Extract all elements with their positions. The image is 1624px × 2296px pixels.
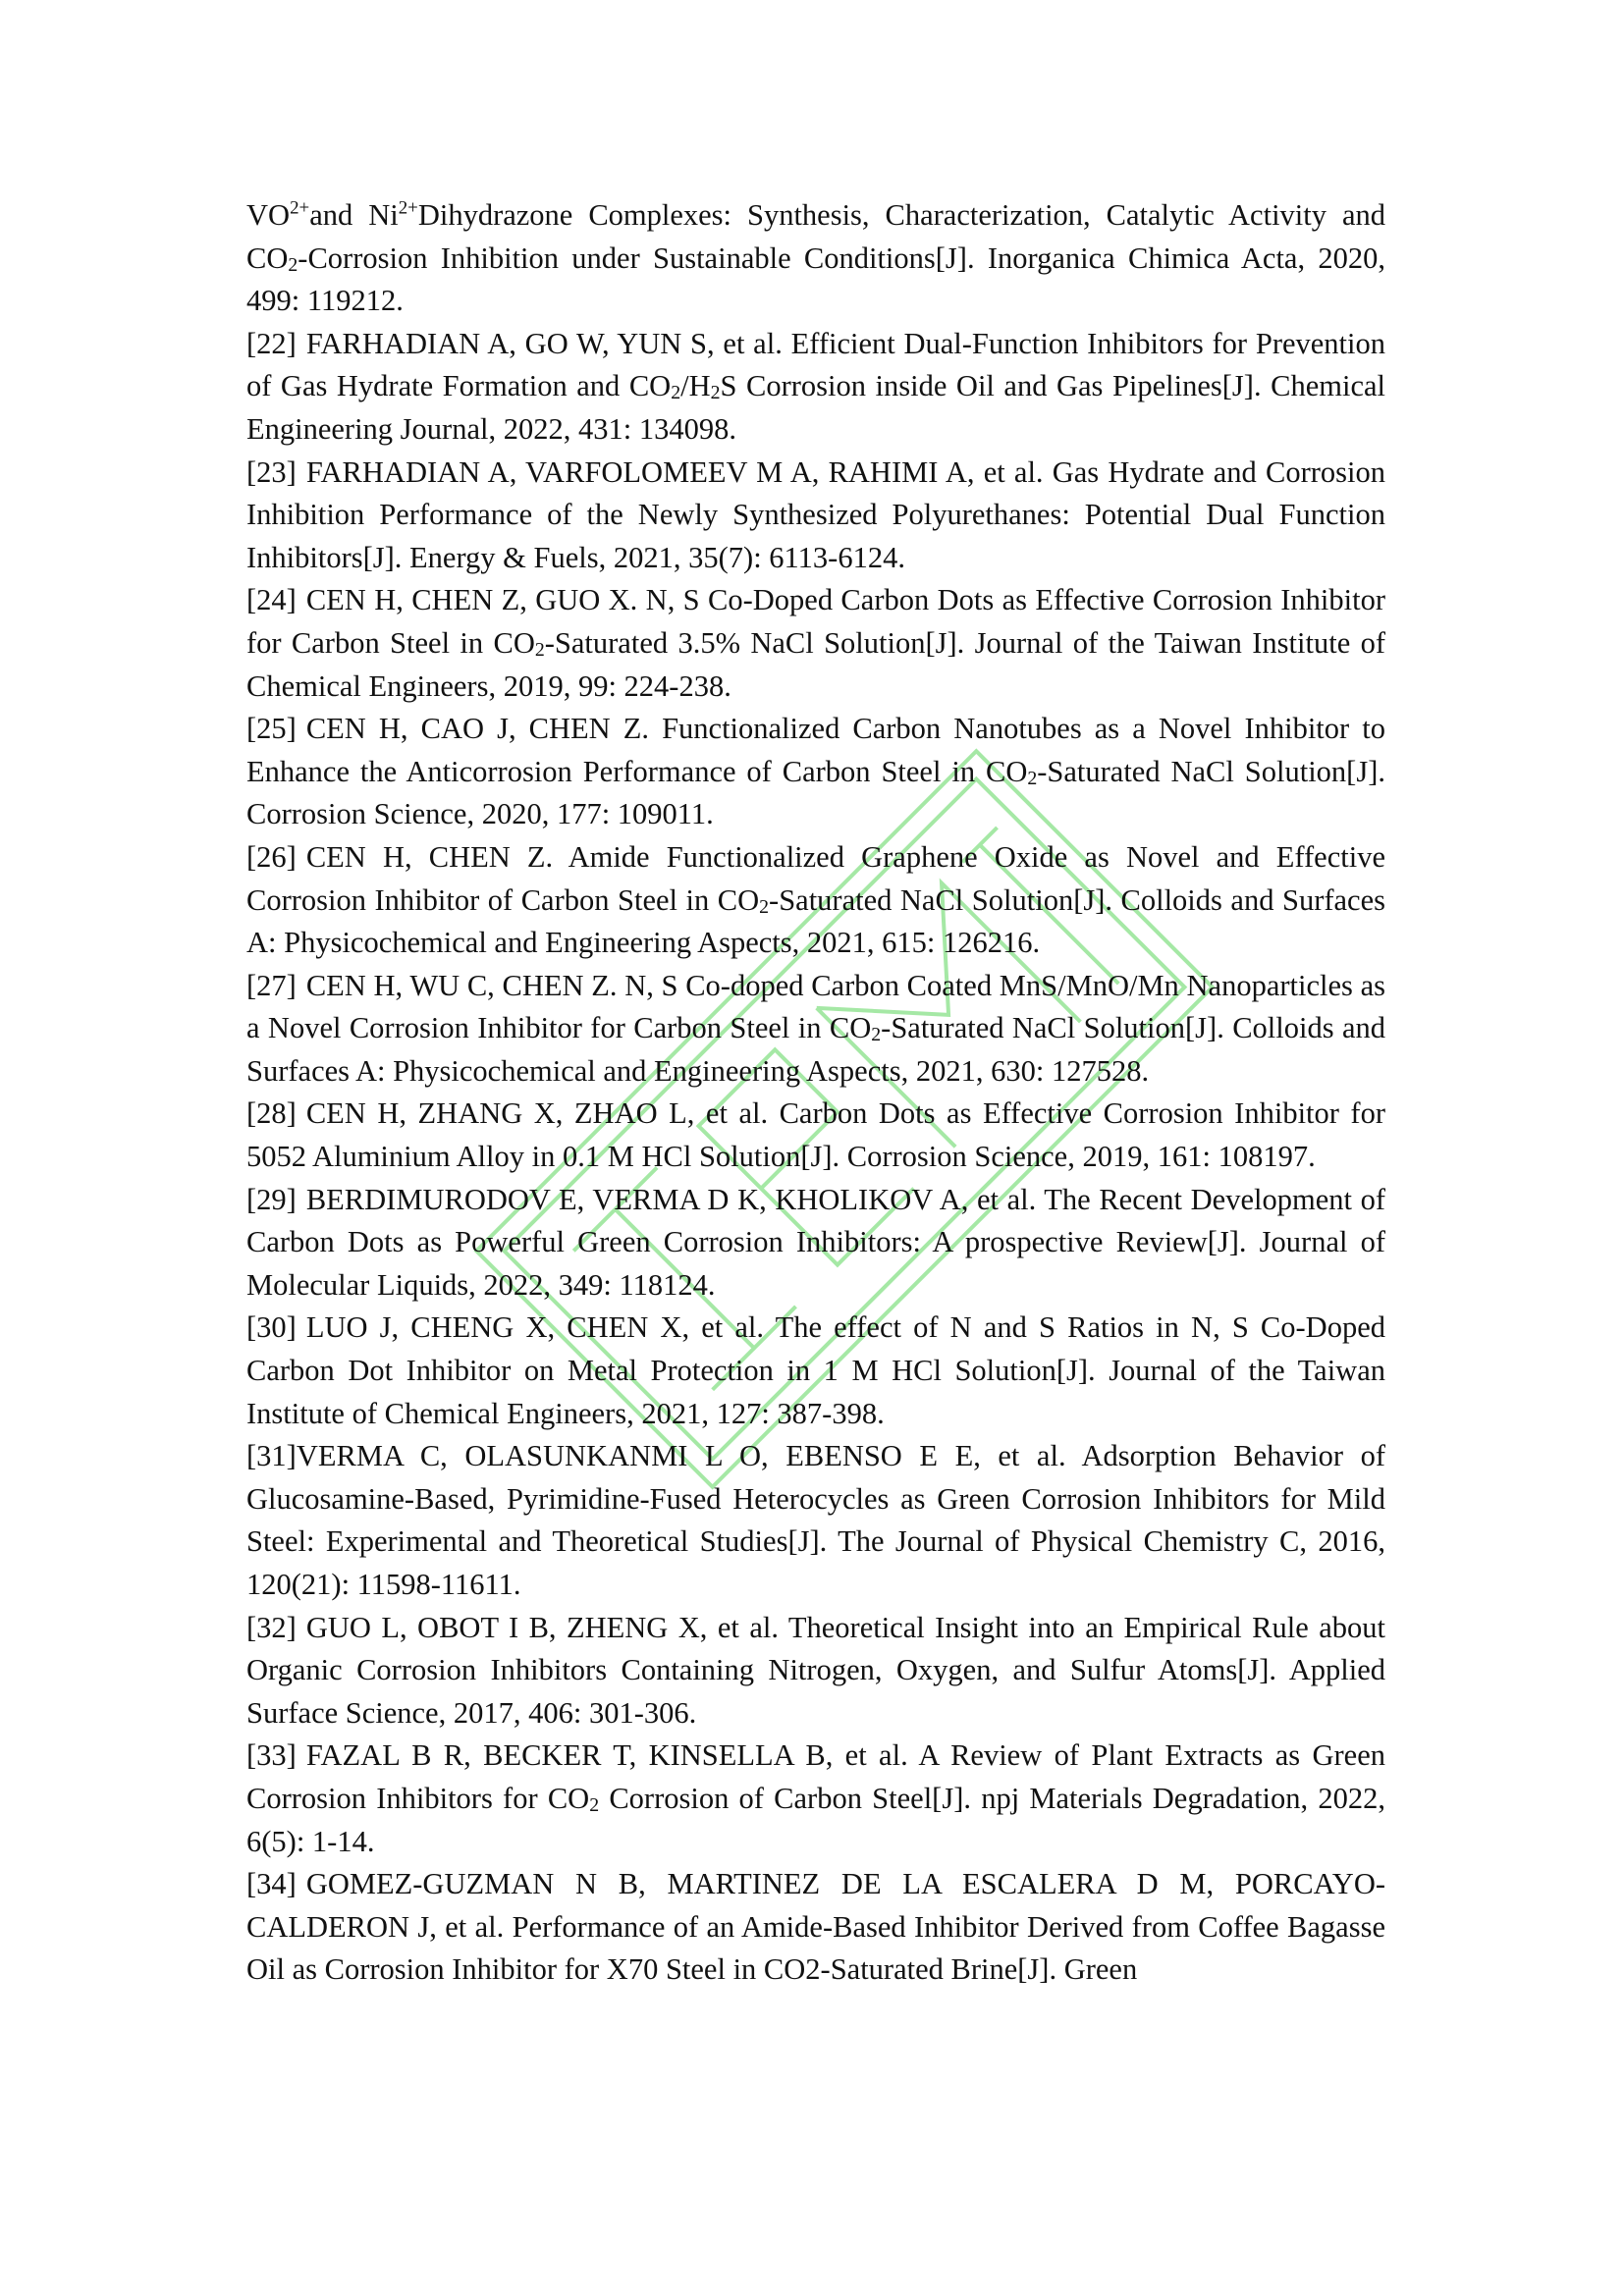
reference-text: GUO L, OBOT I B, ZHENG X, et al. Theoretical Insight into an Empirical Rule about Organic Corrosion Inhibitors Containing Nitrogen, Oxygen, and Sulfur Atoms[J]. Applied Surface Science, 2017, 406: 301-306. [246,1610,1385,1730]
reference-text: Corrosion of Carbon Steel[J]. npj Materials Degradation, 2022, 6(5): 1-14. [246,1781,1385,1858]
reference-continuation [246,194,1385,323]
reference-number: [33] [246,1738,297,1773]
reference-text: FARHADIAN A, VARFOLOMEEV M A, RAHIMI A, et al. Gas Hydrate and Corrosion Inhibition Performance of the Newly Synthesized Polyurethanes: Potential Dual Function Inhibitors[J]. Energy & Fuels, 2021, 35(7): 6113-6124. [246,454,1385,574]
superscript: 2+ [398,197,418,219]
reference-entry [246,1093,1385,1178]
reference-text: VO [246,198,291,232]
reference-number: [26] [246,839,297,874]
reference-text: FARHADIAN A, GO W, YUN S, et al. Efficient Dual-Function Inhibitors for Prevention of Gas Hydrate Formation and CO [246,326,1385,403]
reference-text: /H [680,369,711,403]
reference-number: [22] [246,326,297,360]
subscript: 2 [710,382,721,404]
reference-number: [28] [246,1096,297,1131]
subscript: 2 [671,382,681,404]
reference-entry [246,1435,1385,1606]
reference-number: [30] [246,1310,297,1345]
reference-text: CEN H, CAO J, CHEN Z. Functionalized Carbon Nanotubes as a Novel Inhibitor to Enhance the Anticorrosion Performance of Carbon Steel in CO [246,712,1385,788]
superscript: 2+ [290,197,310,219]
subscript: 2 [871,1024,882,1046]
reference-entry [246,323,1385,452]
reference-number: [27] [246,968,297,1002]
reference-entry [246,579,1385,708]
subscript: 2 [534,638,545,661]
reference-number: [29] [246,1182,297,1216]
reference-text: -Saturated NaCl Solution[J]. Colloids and Surfaces A: Physicochemical and Engineering Aspects, 2021, 615: 126216. [246,882,1385,960]
reference-text: BERDIMURODOV E, VERMA D K, KHOLIKOV A, et al. The Recent Development of Carbon Dots as Powerful Green Corrosion Inhibitors: A prospective Review[J]. Journal of Molecular Liquids, 2022, 349: 118124. [246,1182,1385,1302]
subscript: 2 [1027,767,1038,789]
reference-entry [246,836,1385,965]
reference-text: -Corrosion Inhibition under Sustainable Conditions[J]. Inorganica Chimica Acta, 2020, 499: 119212. [246,240,1385,318]
reference-number: [23] [246,454,297,489]
reference-entry [246,708,1385,836]
reference-entry [246,1307,1385,1435]
subscript: 2 [288,253,298,276]
reference-text: CEN H, CHEN Z. Amide Functionalized Graphene Oxide as Novel and Effective Corrosion Inhibitor of Carbon Steel in CO [246,839,1385,917]
reference-entry [246,1179,1385,1308]
reference-text: CEN H, ZHANG X, ZHAO L, et al. Carbon Dots as Effective Corrosion Inhibitor for 5052 Aluminium Alloy in 0.1 M HCl Solution[J]. Corrosion Science, 2019, 161: 108197. [246,1096,1385,1174]
reference-entry [246,1735,1385,1863]
reference-number: [31] [246,1439,297,1473]
reference-number: [32] [246,1610,297,1644]
reference-number: [25] [246,712,297,746]
reference-text: CEN H, WU C, CHEN Z. N, S Co-doped Carbon Coated MnS/MnO/Mn Nanoparticles as a Novel Corrosion Inhibitor for Carbon Steel in CO [246,968,1385,1045]
reference-entry [246,1607,1385,1735]
reference-text: S Corrosion inside Oil and Gas Pipelines[J]. Chemical Engineering Journal, 2022, 431: 134098. [246,369,1385,446]
reference-text: -Saturated 3.5% NaCl Solution[J]. Journal of the Taiwan Institute of Chemical Engineers, 2019, 99: 224-238. [246,625,1385,703]
reference-list [246,194,1385,1992]
reference-text: VERMA C, OLASUNKANMI L O, EBENSO E E, et al. Adsorption Behavior of Glucosamine-Based, Pyrimidine-Fused Heterocycles as Green Corrosion Inhibitors for Mild Steel: Experimental and Theoretical Studies[J]. The Journal of Physical Chemistry C, 2016, 120(21): 11598-11611. [246,1439,1385,1601]
reference-entry [246,965,1385,1094]
reference-number: [24] [246,583,297,617]
reference-number: [34] [246,1867,297,1901]
reference-text: CEN H, CHEN Z, GUO X. N, S Co-Doped Carbon Dots as Effective Corrosion Inhibitor for Carbon Steel in CO [246,583,1385,660]
reference-text: and Ni [309,198,399,232]
reference-text: -Saturated NaCl Solution[J]. Colloids and Surfaces A: Physicochemical and Engineering Aspects, 2021, 630: 127528. [246,1011,1385,1088]
reference-entry [246,1863,1385,1992]
reference-text: -Saturated NaCl Solution[J]. Corrosion Science, 2020, 177: 109011. [246,754,1385,831]
subscript: 2 [589,1793,600,1816]
reference-entry [246,452,1385,580]
reference-text: FAZAL B R, BECKER T, KINSELLA B, et al. A Review of Plant Extracts as Green Corrosion Inhibitors for CO [246,1738,1385,1815]
subscript: 2 [759,895,770,918]
reference-text: GOMEZ-GUZMAN N B, MARTINEZ DE LA ESCALERA D M, PORCAYO-CALDERON J, et al. Performance of an Amide-Based Inhibitor Derived from Coffee Bagasse Oil as Corrosion Inhibitor for X70 Steel in CO2-Saturated Brine[J]. Green [246,1867,1385,1987]
reference-text: Dihydrazone Complexes: Synthesis, Characterization, Catalytic Activity and CO [246,198,1385,275]
reference-text: LUO J, CHENG X, CHEN X, et al. The effect of N and S Ratios in N, S Co-Doped Carbon Dot Inhibitor on Metal Protection in 1 M HCl Solution[J]. Journal of the Taiwan Institute of Chemical Engineers, 2021, 127: 387-398. [246,1310,1385,1430]
